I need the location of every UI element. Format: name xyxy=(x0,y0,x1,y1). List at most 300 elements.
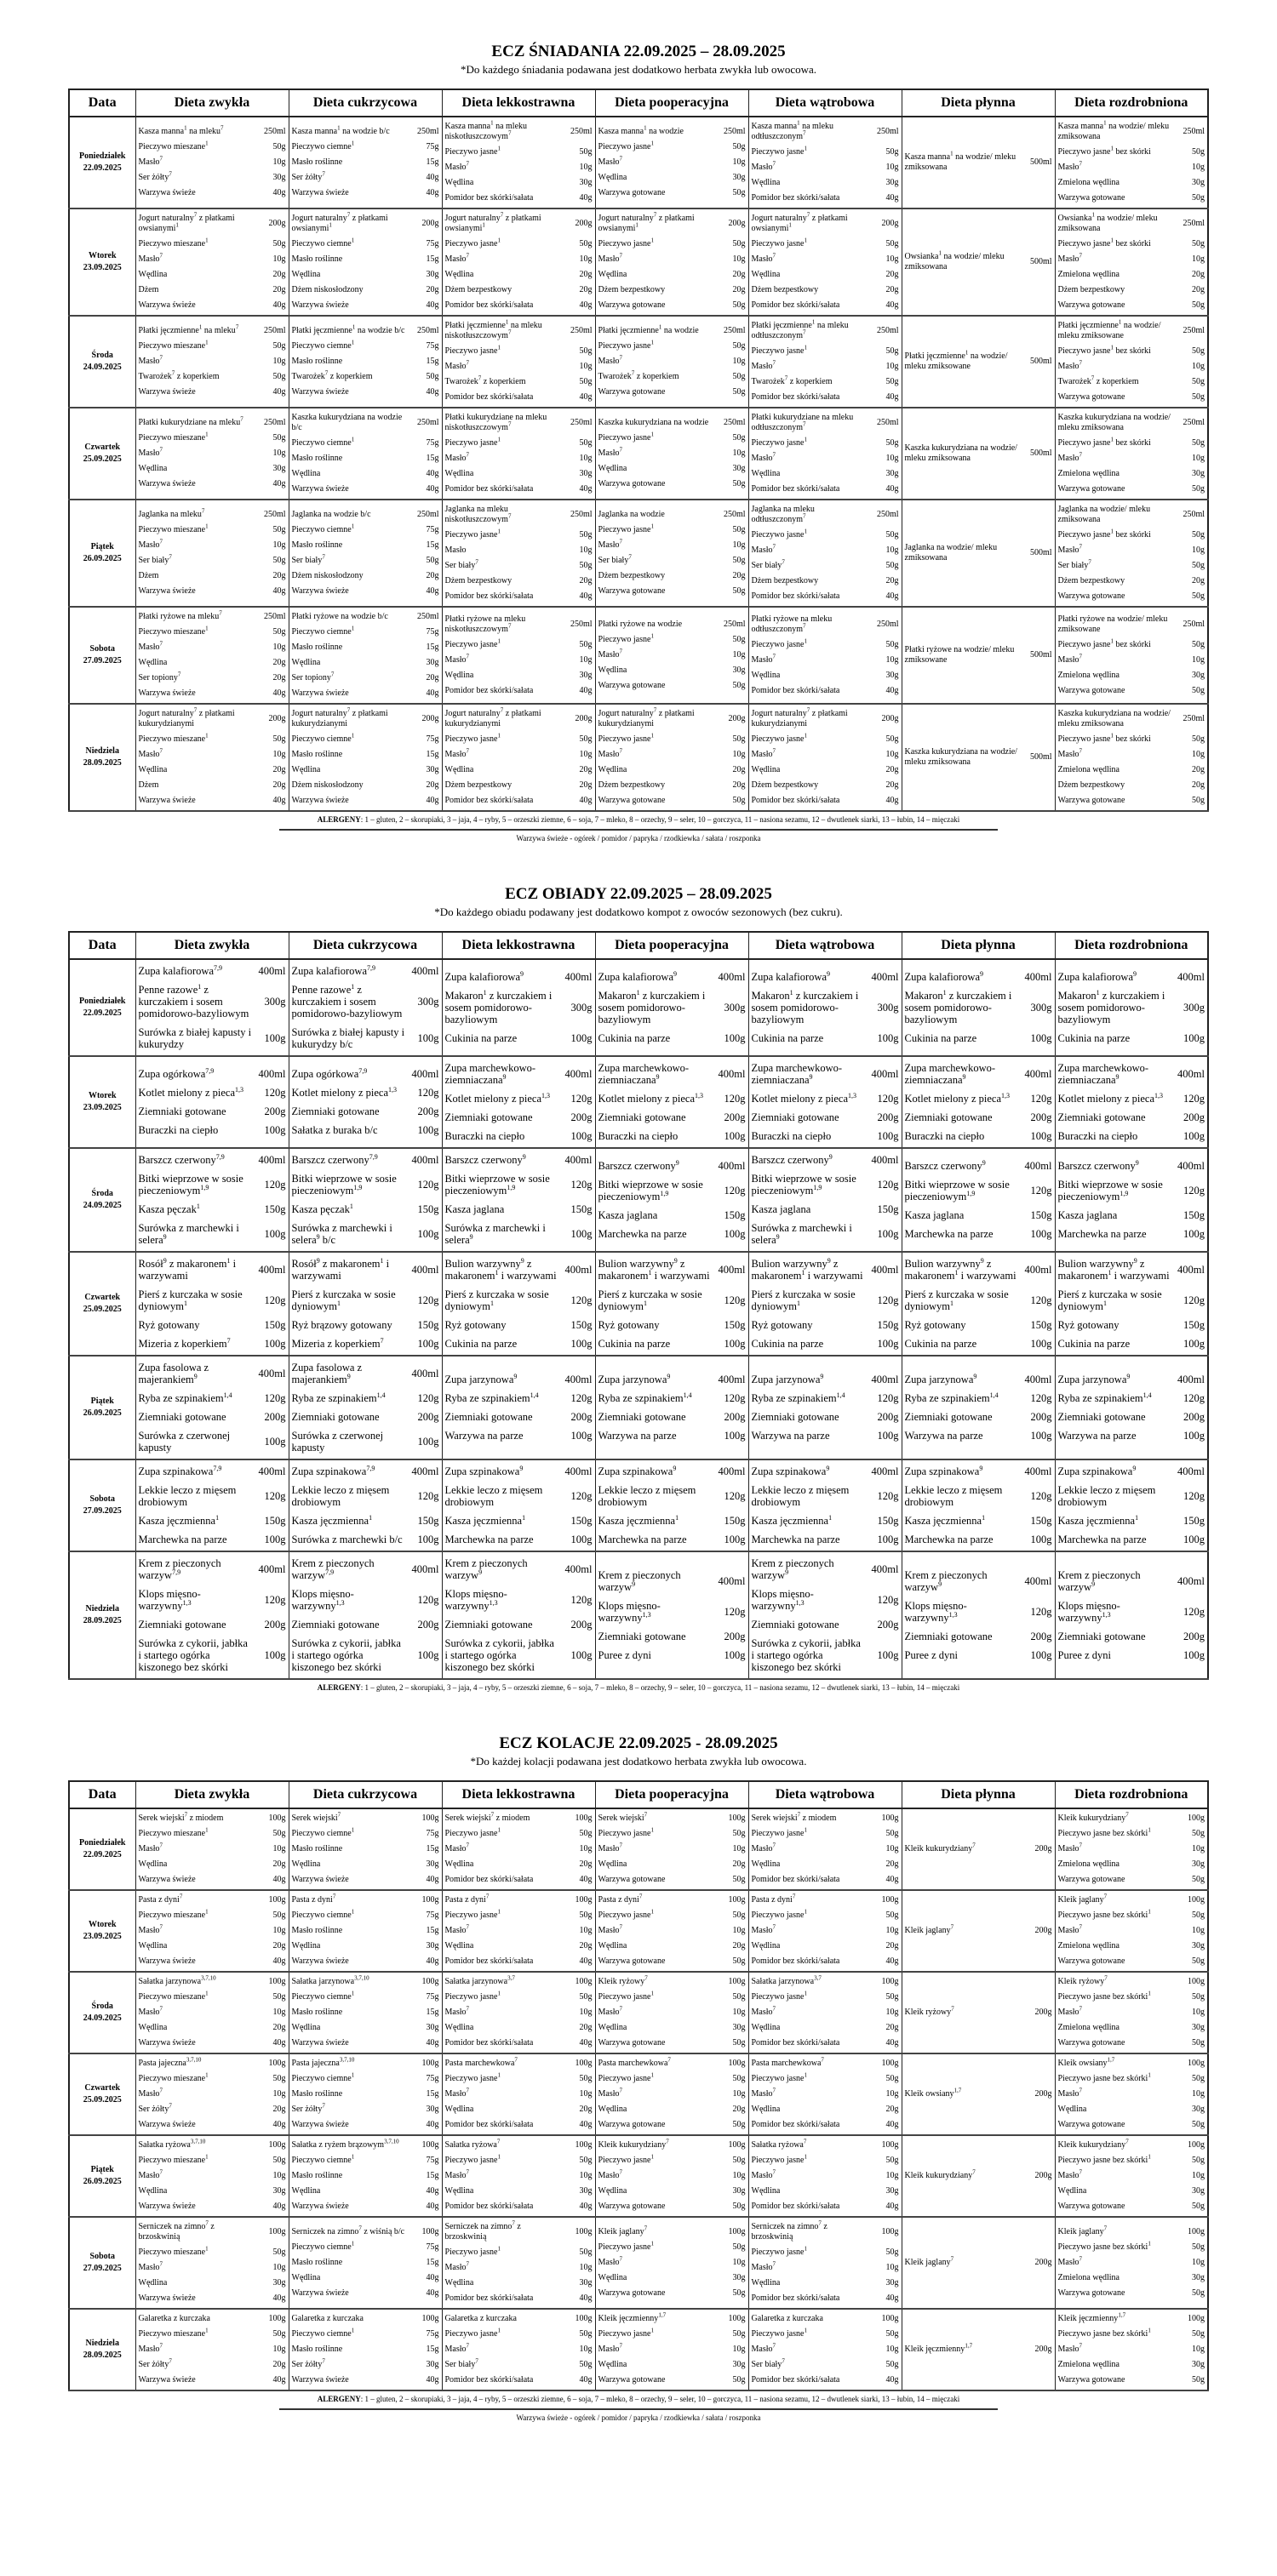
day-row xyxy=(69,208,1208,316)
meal-item-quantity: 40g xyxy=(579,1956,593,1966)
meal-item-name: Kasza jaglana xyxy=(904,1209,965,1221)
meal-item-quantity: 30g xyxy=(426,2360,439,2369)
meal-items xyxy=(749,1057,902,1147)
meal-item xyxy=(292,2087,439,2102)
diet-cell xyxy=(748,2053,902,2135)
meal-item xyxy=(1058,1370,1205,1389)
meal-item xyxy=(598,339,746,354)
meal-item-quantity: 50g xyxy=(272,142,286,151)
meal-item-quantity: 30g xyxy=(732,2023,746,2032)
meal-item-quantity: 10g xyxy=(732,1926,746,1935)
meal-item-quantity: 20g xyxy=(272,658,286,667)
meal-item-quantity: 50g xyxy=(272,2074,286,2083)
meal-item-quantity: 50g xyxy=(272,239,286,248)
meal-item-name: Masło$^7$ xyxy=(444,359,469,371)
meal-item-name: Masło roślinne xyxy=(291,454,343,463)
meal-item-name: Masło$^7$ xyxy=(598,252,622,264)
meal-item-name: Jogurt naturalny$^7$ z płatkami kukurydzianymi xyxy=(291,706,388,728)
meal-item xyxy=(445,1530,593,1549)
meal-item xyxy=(445,2311,593,2327)
meal-item-quantity: 40g xyxy=(426,586,439,596)
meal-item-name: Pieczywo jasne1 xyxy=(444,2327,501,2339)
meal-item-name: Masło7 xyxy=(598,2168,622,2180)
meal-item-name: Surówka z czerwonej kapusty xyxy=(138,1430,231,1454)
allergen-superscript: 7 xyxy=(619,2005,622,2013)
meal-item-quantity: 100g xyxy=(268,1977,286,1986)
meal-item-quantity: 250ml xyxy=(263,510,286,519)
meal-item-quantity: 50g xyxy=(732,586,746,596)
meal-item-name: Marchewka na parze xyxy=(751,1534,840,1545)
meal-item xyxy=(752,986,899,1029)
meal-item xyxy=(905,1175,1052,1206)
meal-item-quantity: 50g xyxy=(1192,686,1205,695)
meal-item-name: Pomidor bez skórki/sałata xyxy=(444,796,534,805)
meal-item-quantity: 50g xyxy=(885,2074,899,2083)
meal-item-quantity: 40g xyxy=(426,2375,439,2385)
meal-item-name: Zupa fasolowa z majerankiem$^9$ xyxy=(138,1362,209,1385)
section-title: ECZ ŚNIADANIA 22.09.2025 – 28.09.2025 xyxy=(491,43,786,60)
meal-item-quantity: 50g xyxy=(732,2375,746,2385)
meal-item xyxy=(1058,344,1205,359)
meal-item-quantity: 10g xyxy=(579,2345,593,2354)
meal-item xyxy=(139,2117,286,2133)
allergen-superscript: 1,9 xyxy=(813,1183,822,1191)
allergen-superscript: 7 xyxy=(466,160,469,168)
meal-item xyxy=(139,1893,286,1908)
meal-item xyxy=(598,2240,746,2255)
meal-item xyxy=(1058,1334,1205,1353)
meal-item-quantity: 150g xyxy=(570,1319,593,1331)
allergen-superscript: 1 xyxy=(650,523,654,530)
section-subtitle: *Do każdego śniadania podawana jest dodatkowo herbata zwykła lub owocowa. xyxy=(460,63,817,76)
allergen-superscript: 7 xyxy=(184,1811,188,1819)
meal-item xyxy=(292,140,439,155)
meal-item-name: Zupa marchewkowo-ziemniaczana$^9$ xyxy=(751,1062,843,1086)
allergen-superscript: 1 xyxy=(205,2071,209,2079)
day-row xyxy=(69,1056,1208,1148)
meal-items xyxy=(443,2310,595,2390)
meal-item-name: Krem z pieczonych warzyw$^9$ xyxy=(1057,1569,1141,1593)
meal-item xyxy=(598,1566,746,1596)
allergen-superscript: 7 xyxy=(466,2168,469,2176)
meal-item-quantity: 200g xyxy=(1030,1111,1052,1123)
meal-item-name: Sałatka ryżowa3,7,10 xyxy=(138,2138,206,2150)
meal-items xyxy=(289,2310,442,2390)
meal-item-quantity: 250ml xyxy=(416,326,439,335)
allergen-superscript: 1 xyxy=(804,145,807,152)
meal-item-quantity: 40g xyxy=(885,1956,899,1966)
meal-item xyxy=(292,466,439,482)
meal-item xyxy=(292,1990,439,2005)
diet-cell xyxy=(289,959,442,1056)
diet-cell xyxy=(1055,2053,1208,2135)
allergen-superscript: 1 xyxy=(205,1826,209,1834)
allergen-superscript: 7 xyxy=(507,328,512,336)
meal-item-name: Pieczywo mieszane1 xyxy=(138,2153,209,2165)
meal-item-name: Kleik jaglany7 xyxy=(1057,1893,1108,1905)
meal-item-name: Jogurt naturalny$^7$ z płatkami owsianymi$^1$ xyxy=(138,211,235,233)
meal-item-name: Ryba ze szpinakiem$^{1,4}$ xyxy=(751,1391,845,1404)
meal-item xyxy=(292,283,439,298)
menu-section-lunch xyxy=(68,842,1209,1692)
diet-cell xyxy=(902,117,1055,208)
meal-item-name: Wędlina xyxy=(444,671,474,680)
day-date: 23.09.2025 xyxy=(83,1932,122,1941)
meal-item xyxy=(139,124,286,140)
meal-item xyxy=(139,1872,286,1888)
meal-item-name: Warzywa świeże xyxy=(138,1875,196,1884)
meal-item-quantity: 100g xyxy=(575,2140,593,2150)
meal-item-quantity: 120g xyxy=(724,1606,746,1618)
meal-item-quantity: 40g xyxy=(885,193,899,203)
meal-item xyxy=(139,298,286,313)
meal-item-name: Barszcz czerwony$^9$ xyxy=(598,1158,679,1172)
meal-item-quantity: 200g xyxy=(264,1619,286,1631)
meal-item-quantity: 400ml xyxy=(1024,1374,1052,1385)
meal-item-quantity: 400ml xyxy=(258,1563,286,1575)
day-name: Sobota xyxy=(89,644,115,654)
section-title: ECZ OBIADY 22.09.2025 – 28.09.2025 xyxy=(505,885,772,903)
meal-items xyxy=(596,1564,748,1666)
meal-item-quantity: 50g xyxy=(732,433,746,443)
meal-item-quantity: 250ml xyxy=(723,127,746,136)
meal-item xyxy=(139,1169,286,1200)
meal-item-quantity: 250ml xyxy=(570,620,593,629)
meal-item-quantity: 40g xyxy=(426,484,439,494)
meal-item xyxy=(445,344,593,359)
meal-item-name: Warzywa gotowane xyxy=(1057,193,1125,203)
meal-item xyxy=(598,1334,746,1353)
allergen-superscript: 1 xyxy=(801,1268,805,1277)
meal-item xyxy=(445,2184,593,2199)
meal-item-quantity: 150g xyxy=(570,1515,593,1527)
diet-cell xyxy=(902,408,1055,500)
meal-item-quantity: 50g xyxy=(885,438,899,448)
meal-item-quantity: 100g xyxy=(1183,1228,1205,1240)
meal-item-name: Wędlina xyxy=(751,671,781,680)
meal-item xyxy=(752,1939,899,1954)
day-cell xyxy=(69,704,135,811)
diet-cell xyxy=(289,2053,442,2135)
meal-item-quantity: 15g xyxy=(426,357,439,366)
meal-item-quantity: 40g xyxy=(885,300,899,310)
diet-cell xyxy=(1055,2217,1208,2309)
meal-item-name: Pieczywo jasne bez skórki1 xyxy=(1057,1826,1151,1838)
meal-item-name: Zupa ogórkowa$^{7,9}$ xyxy=(291,1066,368,1080)
meal-item-quantity: 100g xyxy=(421,1813,439,1823)
meal-item-quantity: 10g xyxy=(272,2089,286,2099)
meal-item xyxy=(292,1285,439,1316)
meal-item-quantity: 40g xyxy=(272,188,286,197)
meal-item-name: Zupa kalafiorowa$^9$ xyxy=(598,969,678,983)
meal-items xyxy=(289,1357,442,1459)
allergen-superscript: 7 xyxy=(337,1811,341,1819)
meal-item-quantity: 30g xyxy=(579,178,593,187)
meal-item xyxy=(752,2005,899,2020)
meal-item xyxy=(752,1151,899,1169)
allergen-superscript: 1 xyxy=(205,625,209,632)
meal-item-quantity: 40g xyxy=(579,2293,593,2303)
meal-item-quantity: 30g xyxy=(885,671,899,680)
diet-cell xyxy=(135,2053,289,2135)
meal-item-name: Serek wiejski7 z miodem xyxy=(138,1811,224,1823)
fresh-vegetables-note: Warzywa świeże - ogórek / pomidor / papryka / rzodkiewka / sałata / roszponka xyxy=(516,834,761,842)
meal-items xyxy=(749,1973,902,2053)
meal-item xyxy=(292,1857,439,1872)
meal-item xyxy=(598,267,746,283)
allergen-superscript: 1 xyxy=(205,339,209,346)
column-header-diet: Dieta wątrobowa xyxy=(748,89,902,117)
meal-item-quantity: 20g xyxy=(579,1941,593,1951)
meal-item xyxy=(139,283,286,298)
allergen-superscript: 9 xyxy=(673,1464,677,1472)
meal-item-quantity: 100g xyxy=(728,1813,746,1823)
column-header-diet: Dieta rozdrobniona xyxy=(1055,89,1208,117)
meal-items xyxy=(596,414,748,494)
allergen-superscript: 9 xyxy=(982,1158,986,1167)
allergen-superscript: 1 xyxy=(804,1908,807,1916)
allergen-superscript: 7 xyxy=(772,451,776,459)
meal-item-name: Pierś z kurczaka w sosie dyniowym$^1$ xyxy=(138,1288,243,1312)
day-row xyxy=(69,1890,1208,1972)
meal-item xyxy=(292,686,439,701)
column-header-diet: Dieta cukrzycowa xyxy=(289,1781,442,1808)
meal-item-quantity: 20g xyxy=(732,270,746,279)
meal-item-quantity: 100g xyxy=(1183,1430,1205,1442)
meal-items xyxy=(136,1973,289,2053)
meal-item-name: Lekkie leczo z mięsem drobiowym xyxy=(138,1484,237,1508)
meal-item-quantity: 10g xyxy=(732,2008,746,2017)
meal-item-name: Wędlina xyxy=(138,1941,168,1951)
diet-cell xyxy=(595,1551,748,1679)
diet-cell xyxy=(595,2135,748,2217)
diet-cell xyxy=(135,1056,289,1148)
meal-item xyxy=(598,2342,746,2357)
meal-item xyxy=(905,1157,1052,1175)
allergen-superscript: 7 xyxy=(507,129,512,137)
allergen-superscript: 7 xyxy=(772,2260,776,2268)
meal-item xyxy=(598,1389,746,1408)
meal-item-quantity: 400ml xyxy=(564,1264,593,1276)
meal-item-quantity: 10g xyxy=(1192,2258,1205,2267)
allergen-superscript: 7 xyxy=(619,446,622,454)
allergen-superscript: 7 xyxy=(666,2138,669,2145)
meal-item-name: Kaszka kukurydziana na wodzie/ mleku zmiksowana xyxy=(904,443,1017,463)
meal-item xyxy=(598,1974,746,1990)
section-subtitle: *Do każdego obiadu podawany jest dodatkowo kompot z owoców sezonowych (bez cukru). xyxy=(434,905,843,918)
meal-item-quantity: 10g xyxy=(885,2171,899,2180)
allergen-superscript: 1 xyxy=(205,732,209,740)
meal-item xyxy=(905,1334,1052,1353)
allergen-superscript: 1 xyxy=(796,1299,800,1307)
meal-item-quantity: 20g xyxy=(732,285,746,294)
meal-item xyxy=(139,523,286,538)
meal-item xyxy=(1058,1872,1205,1888)
allergen-superscript: 7 xyxy=(619,2168,622,2176)
diet-cell xyxy=(1055,1148,1208,1252)
meal-item-quantity: 400ml xyxy=(871,971,899,983)
meal-item-name: Masło roślinne xyxy=(291,2089,343,2099)
allergen-superscript: 1 xyxy=(1091,211,1095,219)
meal-item-name: Ryba ze szpinakiem$^{1,4}$ xyxy=(444,1391,539,1404)
meal-item-name: Bulion warzywny$^9$ z makaronem$^1$ i warzywami xyxy=(444,1256,557,1282)
allergens-legend xyxy=(68,2395,1209,2403)
meal-item-quantity: 150g xyxy=(1030,1209,1052,1221)
meal-items xyxy=(749,1552,902,1678)
meal-item xyxy=(752,1857,899,1872)
diet-cell xyxy=(748,607,902,704)
meal-item-quantity: 50g xyxy=(1192,392,1205,402)
menu-section-dinner xyxy=(68,1692,1209,2422)
meal-item-quantity: 50g xyxy=(272,627,286,637)
meal-item xyxy=(292,1462,439,1481)
allergen-superscript: 7 xyxy=(1125,2138,1129,2145)
meal-item xyxy=(598,2071,746,2087)
meal-items xyxy=(596,705,748,810)
meal-items xyxy=(443,2136,595,2216)
meal-items xyxy=(136,1891,289,1971)
meal-item-quantity: 50g xyxy=(579,1829,593,1838)
meal-item xyxy=(1058,283,1205,298)
meal-item xyxy=(598,1893,746,1908)
meal-item-name: Zupa marchewkowo-ziemniaczana$^9$ xyxy=(904,1062,996,1086)
meal-item-quantity: 50g xyxy=(732,2156,746,2165)
meal-item-quantity: 15g xyxy=(426,750,439,759)
meal-item xyxy=(292,1481,439,1511)
meal-item xyxy=(1058,1408,1205,1426)
meal-item-name: Warzywa gotowane xyxy=(1057,484,1125,494)
meal-item-quantity: 30g xyxy=(885,469,899,478)
meal-item xyxy=(445,267,593,283)
meal-item-quantity: 200g xyxy=(1183,1111,1205,1123)
day-row xyxy=(69,1356,1208,1459)
footer-divider xyxy=(279,2408,998,2410)
allergen-superscript: 9 xyxy=(1133,969,1137,978)
meal-item xyxy=(752,1893,899,1908)
meal-item xyxy=(598,1029,746,1048)
allergen-superscript: 7 xyxy=(322,2102,325,2110)
allergen-superscript: 1 xyxy=(226,1256,231,1265)
allergen-superscript: 7 xyxy=(322,553,325,561)
meal-item-quantity: 400ml xyxy=(871,1068,899,1080)
meal-item-quantity: 120g xyxy=(1030,1392,1052,1404)
allergen-superscript: 9 xyxy=(938,1579,942,1588)
allergen-superscript: 7 xyxy=(1079,653,1082,660)
meal-item-name: Sałatka jarzynowa3,7,10 xyxy=(291,1974,369,1986)
meal-item xyxy=(752,1462,899,1481)
allergen-superscript: 1 xyxy=(497,1826,501,1834)
diet-cell xyxy=(289,2135,442,2217)
meal-item-name: Klops mięsno-warzywny$^{1,3}$ xyxy=(904,1600,967,1624)
meal-item-name: Cukinia na parze xyxy=(444,1032,518,1044)
allergen-superscript: 9 xyxy=(827,969,831,978)
meal-item-quantity: 500ml xyxy=(1029,357,1052,366)
meal-item-quantity: 250ml xyxy=(570,326,593,335)
meal-item-quantity: 250ml xyxy=(1183,510,1205,519)
meal-item-name: Wędlina xyxy=(598,2023,627,2032)
meal-item-name: Pieczywo jasne bez skórki1 xyxy=(1057,1908,1151,1920)
meal-item xyxy=(1058,252,1205,267)
meal-item-name: Zmielona wędlina xyxy=(1057,2360,1120,2369)
allergen-superscript: 1 xyxy=(658,323,662,331)
meal-item-name: Ziemniaki gotowane xyxy=(598,1411,686,1423)
allergen-superscript: 1 xyxy=(497,344,501,351)
meal-item-name: Masło$^7$ xyxy=(598,446,622,458)
meal-item-name: Marchewka na parze xyxy=(598,1534,687,1545)
allergen-superscript: 3,7,10 xyxy=(190,2138,206,2145)
meal-item-quantity: 50g xyxy=(885,147,899,157)
allergen-superscript: 7 xyxy=(772,359,776,367)
meal-item-name: Pieczywo jasne$^1$ xyxy=(598,431,654,443)
meal-item-name: Zupa szpinakowa$^9$ xyxy=(751,1464,830,1477)
meal-item-quantity: 400ml xyxy=(871,1563,899,1575)
meal-item-quantity: 10g xyxy=(272,1844,286,1853)
allergen-superscript: 1,3 xyxy=(182,1598,192,1607)
meal-item-name: Ser topiony$^7$ xyxy=(138,671,181,683)
meal-item-name: Ziemniaki gotowane xyxy=(291,1619,380,1631)
allergen-superscript: 7 xyxy=(380,1336,384,1345)
meal-item xyxy=(292,1358,439,1389)
meal-item xyxy=(752,2071,899,2087)
meal-item-name: Zupa szpinakowa$^9$ xyxy=(904,1464,983,1477)
diet-cell xyxy=(135,316,289,408)
meal-item-quantity: 50g xyxy=(732,479,746,488)
meal-item-quantity: 100g xyxy=(1183,1032,1205,1044)
meal-item-name: Warzywa na parze xyxy=(598,1430,677,1442)
allergen-superscript: 9 xyxy=(163,1232,167,1241)
meal-item-name: Pieczywo jasne1 xyxy=(444,2153,501,2165)
meal-item-quantity: 200g xyxy=(724,1411,746,1423)
allergen-superscript: 3,7,10 xyxy=(339,2056,355,2064)
meal-item-name: Surówka z marchewki i selera$^9$ xyxy=(138,1222,239,1246)
meal-item-name: Masło7 xyxy=(138,1923,163,1935)
meal-item-quantity: 120g xyxy=(724,1093,746,1105)
day-cell xyxy=(69,1252,135,1356)
meal-item xyxy=(292,584,439,599)
meal-item xyxy=(445,145,593,160)
column-header-diet: Dieta zwykła xyxy=(135,932,289,959)
allergen-superscript: 1 xyxy=(650,2327,654,2334)
meal-item xyxy=(598,446,746,461)
allergen-superscript: 7 xyxy=(1079,160,1082,168)
meal-item xyxy=(752,1089,899,1108)
meal-item-quantity: 20g xyxy=(1192,765,1205,774)
meal-item-quantity: 250ml xyxy=(723,326,746,335)
meal-item-name: Wędlina xyxy=(751,469,781,478)
meal-item xyxy=(752,1923,899,1939)
meal-item xyxy=(139,461,286,477)
meal-item-quantity: 50g xyxy=(272,1911,286,1920)
meal-item xyxy=(445,589,593,604)
meal-item xyxy=(292,2056,439,2071)
allergens-text: : 1 – gluten, 2 – skorupiaki, 3 – jaja, 4 – ryby, 5 – orzeszki ziemne, 6 – soja, 7 – mleko, 8 – orzechy, 9 – seler, 10 – gorczyca, 11 – nasiona sezamu, 12 – dwutlenek siarki, 13 – łubin, 14 – mięczaki xyxy=(360,2395,960,2403)
meal-item-quantity: 120g xyxy=(877,1294,899,1306)
meal-item-quantity: 100g xyxy=(575,2059,593,2068)
meal-item xyxy=(139,793,286,808)
meal-item xyxy=(598,323,746,339)
day-cell xyxy=(69,316,135,408)
meal-item-quantity: 50g xyxy=(885,239,899,248)
meal-item-name: Pieczywo jasne$^1$ xyxy=(598,523,654,534)
meal-item-name: Płatki kukurydziane na mleku$^7$ xyxy=(138,415,243,427)
meal-item xyxy=(292,1615,439,1634)
meal-item xyxy=(445,1511,593,1530)
meal-item-name: Krem z pieczonych warzyw$^{7,9}$ xyxy=(291,1557,375,1581)
day-cell xyxy=(69,117,135,208)
meal-item-quantity: 250ml xyxy=(263,326,286,335)
meal-item-quantity: 50g xyxy=(885,2156,899,2165)
meal-item xyxy=(1058,747,1205,763)
